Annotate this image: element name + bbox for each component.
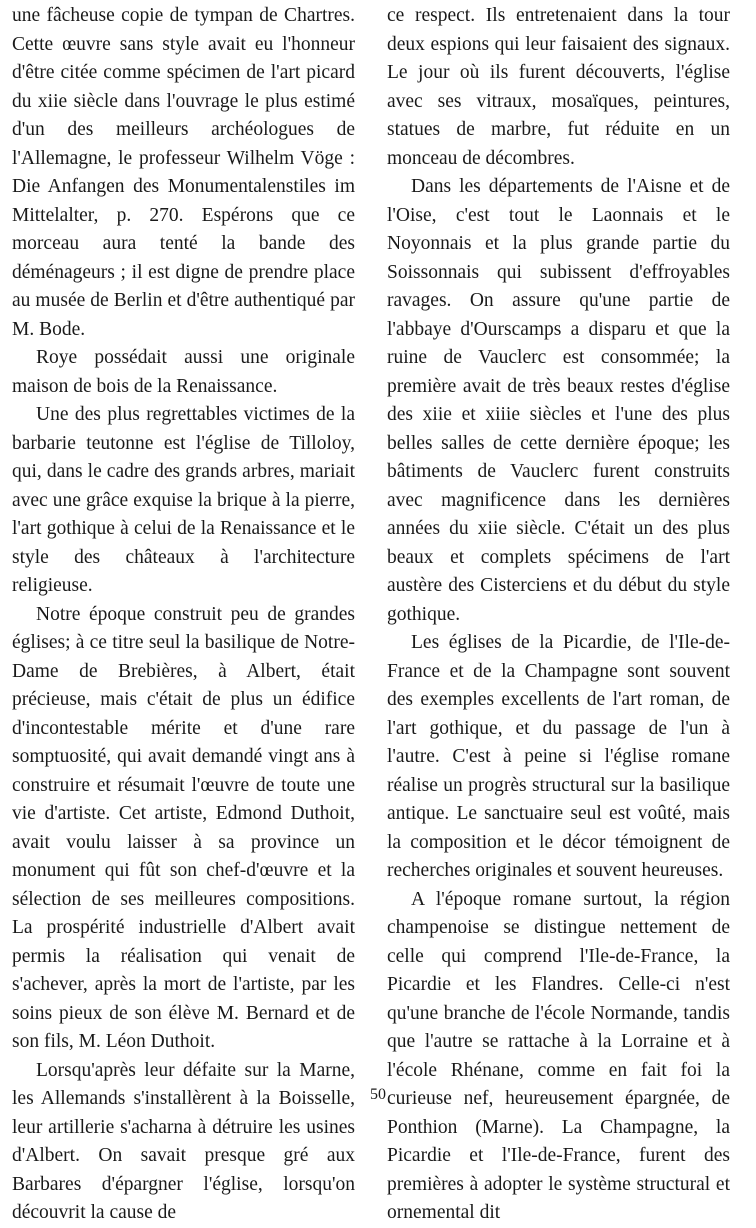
paragraph: Les églises de la Picardie, de l'Ile-de-France et de la Champagne sont souvent des exemples excellents de l'art roman, de l'art gothique, et du passage de l'un à l'autre. C'est à peine si l'église romane réalise un progrès structural sur la basilique antique. Le sanctuaire seul est voûté, mais la composition et le décor témoignent de recherches originales et souvent heureuses. [387, 632, 730, 881]
paragraph: Roye possédait aussi une originale maison de bois de la Renaissance. [12, 347, 355, 397]
paragraph: Lorsqu'après leur défaite sur la Marne, les Allemands s'installèrent à la Boisselle, leur artillerie s'acharna à détruire les usines d'Albert. On savait presque gré aux Barbares d'épargner l'église, lorsqu'on découvrit la cause de [12, 1059, 355, 1223]
left-column [12, 2, 355, 1228]
right-column [387, 2, 730, 1228]
paragraph: une fâcheuse copie de tympan de Chartres. Cette œuvre sans style avait eu l'honneur d'être citée comme spécimen de l'art picard du xiie siècle dans l'ouvrage le plus estimé d'un des meilleurs archéologues de l'Allemagne, le professeur Wilhelm Vöge : Die Anfangen des Monumentalenstiles im Mittelalter, p. 270. Espérons que ce morceau aura tenté la bande des déménageurs ; il est digne de prendre place au musée de Berlin et d'être authentiqué par M. Bode. [12, 5, 355, 340]
paragraph: A l'époque romane surtout, la région champenoise se distingue nettement de celle qui comprend l'Ile-de-France, la Picardie et les Flandres. Celle-ci n'est qu'une branche de l'école Normande, tandis que l'autre se rattache à la Lorraine et à l'école Rhénane, comme en fait foi la curieuse nef, heureusement épargnée, de Ponthion (Marne). La Champagne, la Picardie et l'Ile-de-France, furent des premières à adopter le système structural et ornemental dit [387, 888, 730, 1223]
paragraph: ce respect. Ils entretenaient dans la tour deux espions qui leur faisaient des signaux. Le jour où ils furent découverts, l'église avec ses vitraux, mosaïques, peintures, statues de marbre, fut réduite en un monceau de décombres. [387, 5, 730, 169]
paragraph: Notre époque construit peu de grandes églises; à ce titre seul la basilique de Notre-Dame de Brebières, à Albert, était précieuse, mais c'était de plus un édifice d'incontestable mérite et d'une rare somptuosité, qui avait demandé vingt ans à construire et résumait l'œuvre de toute une vie d'artiste. Cet artiste, Edmond Duthoit, avait voulu laisser à sa province un monument qui fût son chef-d'œuvre et la sélection de ses meilleures compositions. La prospérité industrielle d'Albert avait permis la réalisation qui venait de s'achever, après la mort de l'artiste, par les soins pieux de son élève M. Bernard et de son fils, M. Léon Duthoit. [12, 603, 355, 1052]
paragraph: Dans les départements de l'Aisne et de l'Oise, c'est tout le Laonnais et le Noyonnais et la plus grande partie du Soissonnais qui subissent d'effroyables ravages. On assure qu'une partie de l'abbaye d'Ourscamps a disparu et que la ruine de Vauclerc est consommée; la première avait de très beaux restes d'église des xiie et xiiie siècles et l'une des plus belles salles de cette dernière époque; les bâtiments de Vauclerc furent construits avec magnificence dans les dernières années du xiie siècle. C'était un des plus beaux et complets spécimens de l'art austère des Cisterciens et du début du style gothique. [387, 176, 730, 625]
page-number: 50 [370, 1086, 386, 1103]
paragraph: Une des plus regrettables victimes de la barbarie teutonne est l'église de Tilloloy, qui, dans le cadre des grands arbres, mariait avec une grâce exquise la brique à la pierre, l'art gothique à celui de la Renaissance et le style des châteaux à l'architecture religieuse. [12, 404, 355, 596]
